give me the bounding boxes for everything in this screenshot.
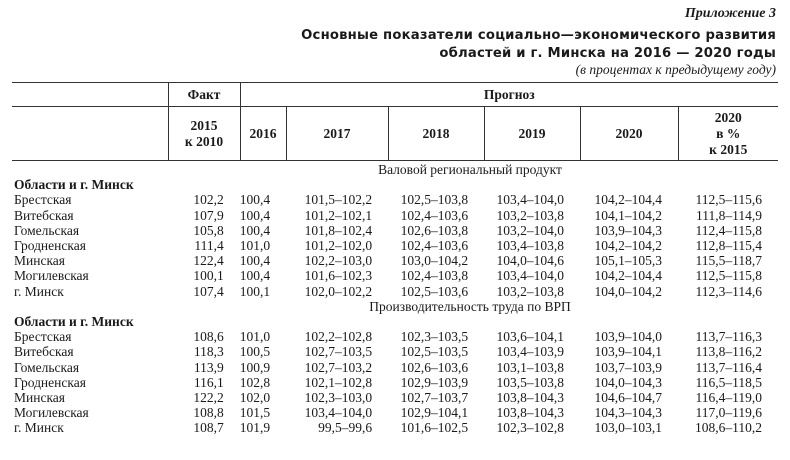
table-cell: 112,3–114,6 bbox=[695, 283, 762, 299]
region-name: Минская bbox=[14, 253, 66, 269]
table-cell: 113,7–116,3 bbox=[695, 329, 762, 345]
table-cell: 103,8–104,3 bbox=[496, 405, 565, 421]
header-col-2016: 2016 bbox=[240, 107, 286, 161]
table-cell: 101,0 bbox=[239, 238, 271, 254]
table-cell: 102,9–103,9 bbox=[400, 374, 469, 390]
appendix-label: Приложение 3 bbox=[684, 6, 776, 21]
table-cell: 103,6–104,1 bbox=[496, 329, 565, 345]
table-cell: 101,5 bbox=[239, 405, 271, 421]
table-cell: 104,0–104,3 bbox=[594, 374, 662, 390]
table-cell: 102,0 bbox=[239, 390, 271, 406]
table-cell: 101,0 bbox=[239, 329, 271, 345]
table-row bbox=[12, 192, 778, 207]
table-cell: 104,2–104,4 bbox=[594, 192, 662, 208]
table-cell: 100,4 bbox=[239, 192, 271, 208]
table-cell: 102,3–102,8 bbox=[496, 420, 565, 436]
table-cell: 102,5–103,6 bbox=[400, 283, 469, 299]
table-cell: 101,5–102,2 bbox=[304, 192, 373, 208]
table-cell: 105,1–105,3 bbox=[594, 253, 662, 269]
table-cell: 101,2–102,1 bbox=[304, 207, 373, 223]
table-row bbox=[12, 344, 778, 359]
data-table bbox=[12, 162, 778, 436]
group-label: Области и г. Минск bbox=[14, 314, 134, 330]
table-cell: 100,5 bbox=[239, 344, 271, 360]
table-cell: 104,1–104,2 bbox=[594, 207, 662, 223]
header-col-total-line1: 2020 bbox=[714, 109, 742, 125]
table-cell: 104,2–104,4 bbox=[594, 268, 662, 284]
table-row bbox=[12, 360, 778, 375]
table-row bbox=[12, 238, 778, 253]
table-cell: 107,4 bbox=[193, 283, 224, 299]
region-name: Могилевская bbox=[14, 268, 89, 284]
group-label: Области и г. Минск bbox=[14, 177, 134, 193]
table-cell: 112,5–115,8 bbox=[695, 268, 762, 284]
table-cell: 115,5–118,7 bbox=[695, 253, 762, 269]
table-cell: 122,2 bbox=[193, 390, 224, 406]
table-cell: 100,4 bbox=[239, 207, 271, 223]
title-line-2: областей и г. Минска на 2016 — 2020 годы bbox=[439, 46, 776, 61]
header-fact: Факт bbox=[168, 83, 240, 107]
table-cell: 116,5–118,5 bbox=[695, 374, 762, 390]
table-row bbox=[12, 390, 778, 405]
section-title: Валовой региональный продукт bbox=[378, 162, 562, 177]
table-cell: 102,5–103,8 bbox=[400, 192, 469, 208]
table-cell: 102,3–103,5 bbox=[400, 329, 469, 345]
table-cell: 103,9–104,1 bbox=[594, 344, 662, 360]
table-cell: 111,4 bbox=[194, 238, 224, 254]
header-col-total bbox=[678, 107, 778, 161]
region-name: Могилевская bbox=[14, 405, 89, 421]
table-cell: 116,1 bbox=[193, 374, 224, 390]
table-cell: 103,7–103,9 bbox=[594, 359, 662, 375]
table-cell: 103,4–104,0 bbox=[304, 405, 373, 421]
region-name: Минская bbox=[14, 390, 66, 406]
table-cell: 103,2–104,0 bbox=[496, 222, 565, 238]
table-cell: 102,2–103,0 bbox=[304, 253, 373, 269]
table-cell: 113,8–116,2 bbox=[695, 344, 762, 360]
region-name: Гродненская bbox=[14, 374, 86, 390]
table-row bbox=[12, 253, 778, 268]
group-label-row bbox=[12, 314, 778, 329]
table-cell: 103,9–104,3 bbox=[594, 222, 662, 238]
table-header bbox=[12, 82, 778, 161]
table-cell: 102,7–103,7 bbox=[400, 390, 469, 406]
header-col-2015-line1: 2015 bbox=[190, 117, 218, 133]
table-cell: 104,3–104,3 bbox=[594, 405, 662, 421]
region-name: г. Минск bbox=[14, 283, 64, 299]
section-title: Производительность труда по ВРП bbox=[369, 298, 571, 314]
table-cell: 104,0–104,6 bbox=[496, 253, 565, 269]
table-cell: 101,6–102,3 bbox=[304, 268, 373, 284]
document-subtitle: (в процентах к предыдущему году) bbox=[575, 62, 776, 77]
group-label-row bbox=[12, 177, 778, 192]
region-name: Гродненская bbox=[14, 238, 86, 254]
table-cell: 103,4–104,0 bbox=[496, 268, 565, 284]
table-cell: 107,9 bbox=[193, 207, 224, 223]
table-cell: 103,8–104,3 bbox=[496, 390, 565, 406]
table-cell: 101,6–102,5 bbox=[400, 420, 469, 436]
table-cell: 102,9–104,1 bbox=[400, 405, 469, 421]
table-cell: 102,4–103,6 bbox=[400, 238, 469, 254]
table-cell: 100,1 bbox=[193, 268, 224, 284]
header-col-2019: 2019 bbox=[484, 107, 580, 161]
region-name: Гомельская bbox=[14, 359, 80, 375]
header-col-2018: 2018 bbox=[388, 107, 484, 161]
table-cell: 100,4 bbox=[239, 253, 271, 269]
header-col-2017: 2017 bbox=[286, 107, 388, 161]
header-blank bbox=[12, 83, 168, 107]
table-cell: 100,9 bbox=[239, 359, 271, 375]
table-cell: 103,9–104,0 bbox=[594, 329, 662, 345]
table-cell: 100,1 bbox=[239, 283, 271, 299]
table-cell: 112,5–115,6 bbox=[695, 192, 762, 208]
table-cell: 101,8–102,4 bbox=[304, 222, 373, 238]
region-name: Брестская bbox=[14, 192, 72, 208]
table-cell: 112,8–115,4 bbox=[695, 238, 762, 254]
table-cell: 102,3–103,0 bbox=[304, 390, 373, 406]
region-name: Витебская bbox=[14, 207, 74, 223]
table-cell: 102,7–103,5 bbox=[304, 344, 373, 360]
region-name: г. Минск bbox=[14, 420, 64, 436]
table-row bbox=[12, 284, 778, 299]
header-col-2015 bbox=[168, 107, 240, 161]
table-cell: 108,6 bbox=[193, 329, 224, 345]
table-cell: 103,1–103,8 bbox=[496, 359, 565, 375]
table-row bbox=[12, 223, 778, 238]
table-cell: 118,3 bbox=[193, 344, 224, 360]
table-cell: 103,2–103,8 bbox=[496, 207, 565, 223]
table-cell: 102,8 bbox=[239, 374, 271, 390]
table-row bbox=[12, 329, 778, 344]
table-cell: 102,5–103,5 bbox=[400, 344, 469, 360]
section-title-row bbox=[12, 162, 778, 177]
table-cell: 103,4–104,0 bbox=[496, 192, 565, 208]
table-cell: 105,8 bbox=[193, 222, 224, 238]
table-cell: 113,7–116,4 bbox=[695, 359, 762, 375]
table-cell: 108,6–110,2 bbox=[695, 420, 762, 436]
table-cell: 112,4–115,8 bbox=[695, 222, 762, 238]
region-name: Гомельская bbox=[14, 222, 80, 238]
table-cell: 100,4 bbox=[239, 222, 271, 238]
table-cell: 103,0–104,2 bbox=[400, 253, 469, 269]
table-row bbox=[12, 405, 778, 420]
region-name: Витебская bbox=[14, 344, 74, 360]
table-cell: 102,6–103,8 bbox=[400, 222, 469, 238]
table-cell: 102,7–103,2 bbox=[304, 359, 373, 375]
table-cell: 108,7 bbox=[193, 420, 224, 436]
table-cell: 103,4–103,9 bbox=[496, 344, 565, 360]
table-cell: 108,8 bbox=[193, 405, 224, 421]
document-title bbox=[301, 27, 776, 63]
header-col-total-line2: в % bbox=[716, 125, 741, 141]
header-blank-2 bbox=[12, 107, 168, 161]
table-cell: 103,5–103,8 bbox=[496, 374, 565, 390]
table-cell: 122,4 bbox=[193, 253, 224, 269]
table-cell: 111,8–114,9 bbox=[696, 207, 762, 223]
table-row bbox=[12, 268, 778, 283]
table-row bbox=[12, 375, 778, 390]
table-cell: 99,5–99,6 bbox=[318, 420, 373, 436]
table-cell: 102,4–103,8 bbox=[400, 268, 469, 284]
table-cell: 116,4–119,0 bbox=[695, 390, 762, 406]
table-cell: 117,0–119,6 bbox=[695, 405, 762, 421]
table-cell: 101,2–102,0 bbox=[304, 238, 373, 254]
table-cell: 103,4–103,8 bbox=[496, 238, 565, 254]
table-cell: 103,0–103,1 bbox=[594, 420, 662, 436]
table-cell: 103,2–103,8 bbox=[496, 283, 565, 299]
table-cell: 113,9 bbox=[193, 359, 224, 375]
table-row bbox=[12, 420, 778, 435]
table-cell: 104,0–104,2 bbox=[594, 283, 662, 299]
section-title-row bbox=[12, 299, 778, 314]
table-cell: 102,6–103,6 bbox=[400, 359, 469, 375]
header-forecast: Прогноз bbox=[240, 83, 778, 107]
table-row bbox=[12, 208, 778, 223]
table-cell: 104,6–104,7 bbox=[594, 390, 662, 406]
table-cell: 102,2 bbox=[193, 192, 224, 208]
table-cell: 101,9 bbox=[239, 420, 271, 436]
table-cell: 102,2–102,8 bbox=[304, 329, 373, 345]
header-col-2020: 2020 bbox=[580, 107, 678, 161]
table-cell: 102,4–103,6 bbox=[400, 207, 469, 223]
header-col-total-line3: к 2015 bbox=[709, 141, 748, 157]
header-col-2015-line2: к 2010 bbox=[184, 133, 224, 149]
table-cell: 102,0–102,2 bbox=[304, 283, 373, 299]
region-name: Брестская bbox=[14, 329, 72, 345]
table-cell: 100,4 bbox=[239, 268, 271, 284]
title-line-1: Основные показатели социально—экономического развития bbox=[301, 28, 776, 43]
table-cell: 104,2–104,2 bbox=[594, 238, 662, 254]
table-cell: 102,1–102,8 bbox=[304, 374, 373, 390]
